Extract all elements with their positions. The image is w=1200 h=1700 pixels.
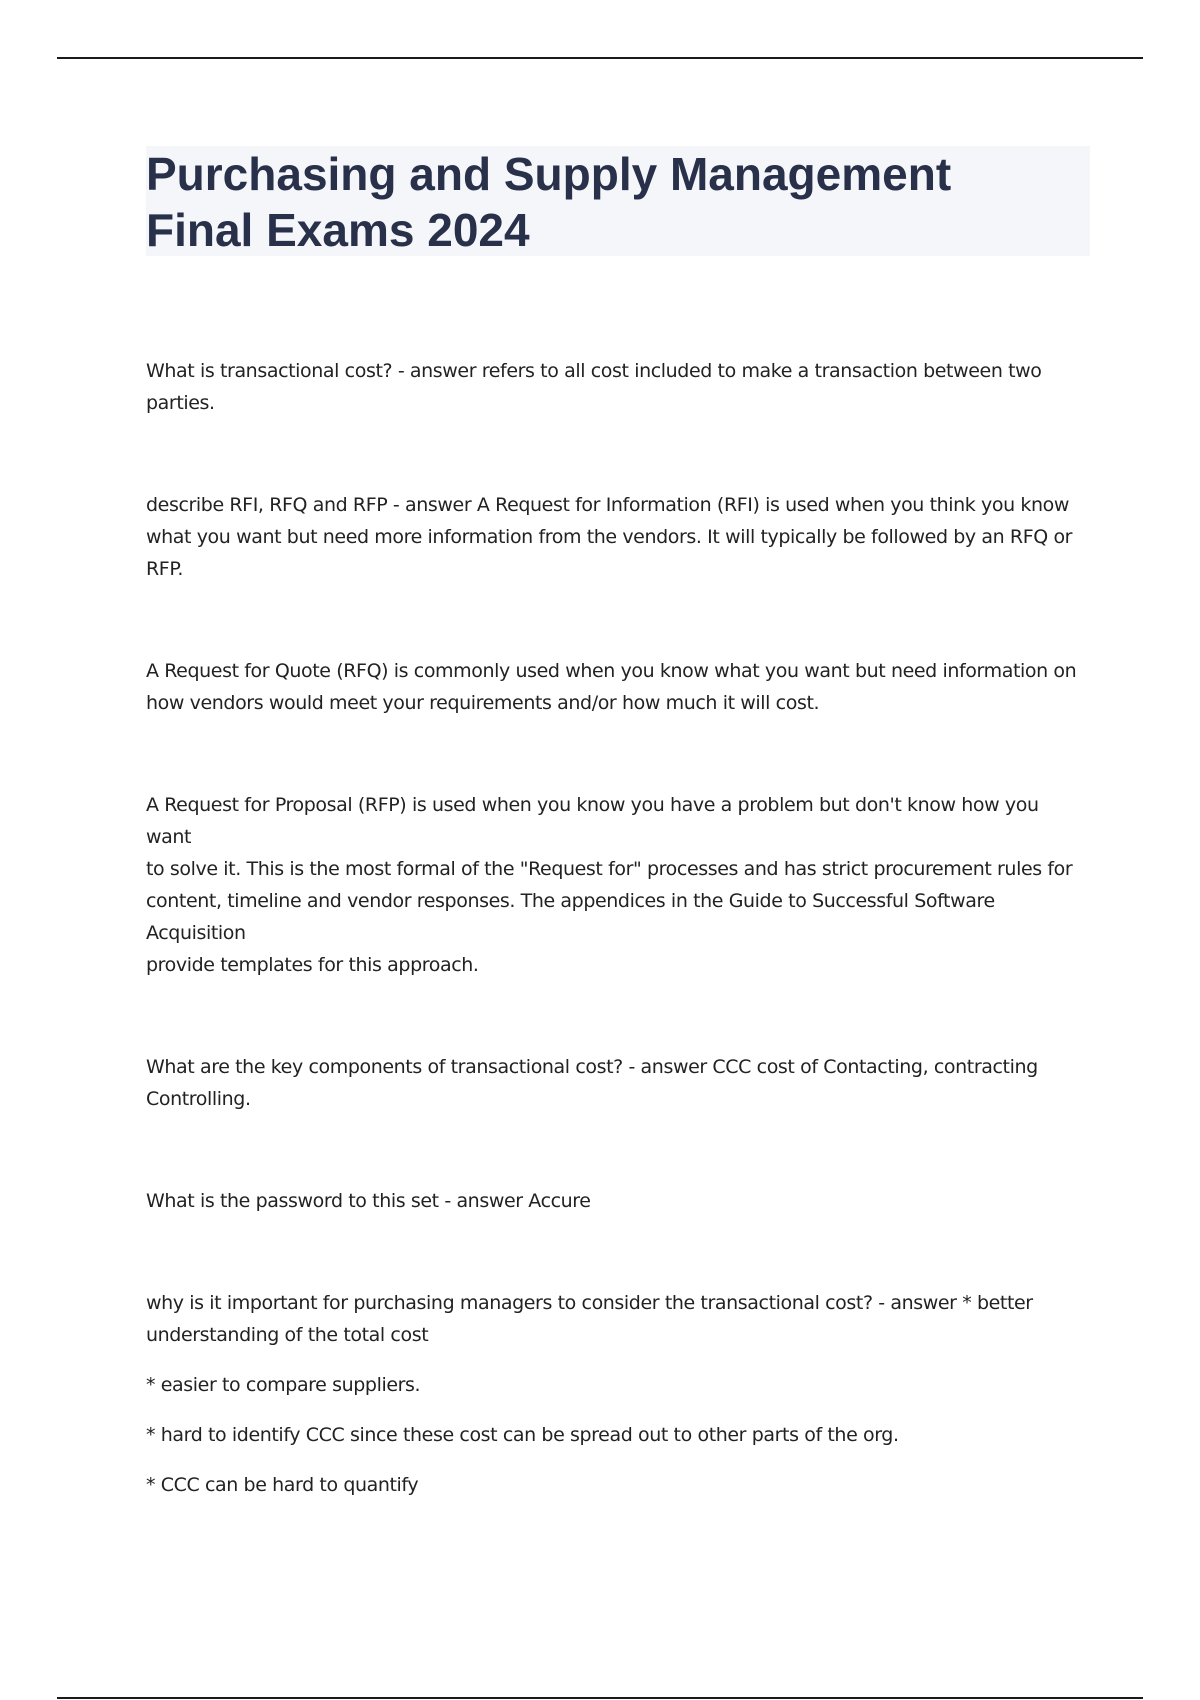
bullet-hard-to-identify: * hard to identify CCC since these cost can be spread out to other parts of the org. — [146, 1424, 899, 1446]
paragraph-rfq: A Request for Quote (RFQ) is commonly used when you know what you want but need information on how vendors would meet your requirements and/or how much it will cost. — [146, 660, 1077, 714]
document-title — [146, 146, 1090, 258]
bullet-hard-to-quantify: * CCC can be hard to quantify — [146, 1474, 419, 1496]
title-block — [146, 146, 1090, 256]
qa-rfi-rfq-rfp: describe RFI, RFQ and RFP - answer A Request for Information (RFI) is used when you think you know what you want but need more information from the vendors. It will typically be followed by an RFQ or RFP. — [146, 494, 1073, 580]
title-line-2: Final Exams 2024 — [146, 204, 530, 256]
bottom-rule — [57, 1697, 1143, 1699]
bullet-compare-suppliers: * easier to compare suppliers. — [146, 1374, 421, 1396]
document-body — [146, 355, 1086, 1501]
qa-importance: why is it important for purchasing managers to consider the transactional cost? - answer * better understanding of the total cost — [146, 1292, 1033, 1346]
paragraph-rfp: A Request for Proposal (RFP) is used when you know you have a problem but don't know how you want to solve it. This is the most formal of the "Request for" processes and has strict procurement rules for content, timeline and vendor responses. The appendices in the Guide to Successful Software Acquisition provide templates for this approach. — [146, 794, 1073, 976]
title-line-1: Purchasing and Supply Management — [146, 148, 952, 200]
qa-transactional-cost: What is transactional cost? - answer refers to all cost included to make a transaction between two parties. — [146, 360, 1042, 414]
top-rule — [57, 57, 1143, 59]
qa-key-components: What are the key components of transactional cost? - answer CCC cost of Contacting, contracting Controlling. — [146, 1056, 1038, 1110]
qa-password: What is the password to this set - answer Accure — [146, 1190, 591, 1212]
